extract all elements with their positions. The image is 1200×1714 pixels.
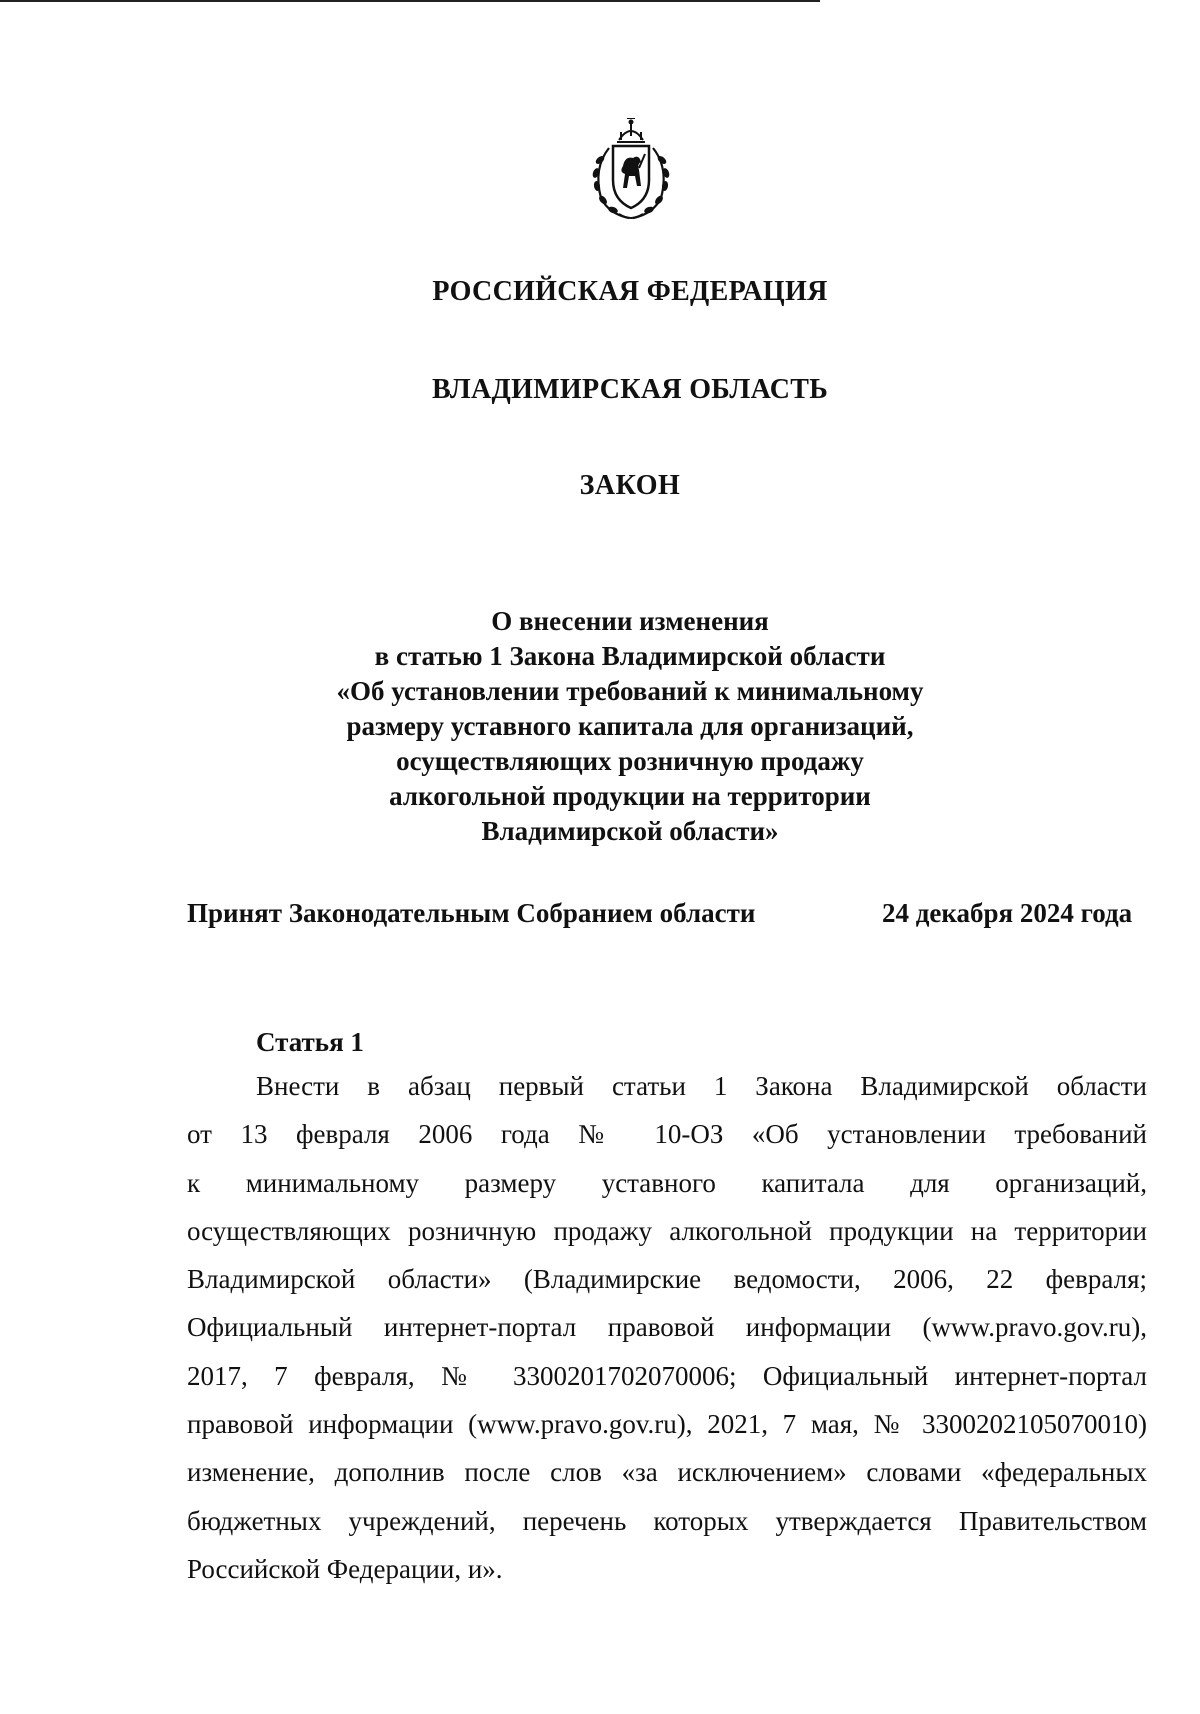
title-line: О внесении изменения	[491, 606, 769, 636]
title-line: алкогольной продукции на территории	[389, 781, 871, 811]
article-line: осуществляющих розничную продажу алкогольной продукции на территории	[187, 1215, 1147, 1246]
article-line: Владимирской области» (Владимирские ведомости, 2006, 22 февраля;	[187, 1264, 1147, 1295]
header-region: ВЛАДИМИРСКАЯ ОБЛАСТЬ	[431, 374, 829, 405]
vladimir-oblast-coat-of-arms-icon	[583, 118, 679, 222]
adoption-date: 24 декабря 2024 года	[882, 898, 1133, 928]
title-line: осуществляющих розничную продажу	[396, 746, 864, 776]
article-line: бюджетных учреждений, перечень которых утверждается Правительством	[187, 1505, 1147, 1536]
law-title	[280, 604, 980, 849]
article-body	[187, 1062, 1147, 1593]
title-line: «Об установлении требований к минимальному	[336, 676, 924, 706]
article-line: правовой информации (www.pravo.gov.ru), 2021, 7 мая, № 3300202105070010)	[187, 1409, 1147, 1440]
article-line: 2017, 7 февраля, № 3300201702070006; Официальный интернет-портал	[187, 1360, 1147, 1391]
title-line: Владимирской области»	[481, 816, 779, 846]
article-line: Официальный интернет-портал правовой информации (www.pravo.gov.ru),	[187, 1312, 1147, 1343]
header-country: РОССИЙСКАЯ ФЕДЕРАЦИЯ	[432, 276, 828, 307]
title-line: размеру уставного капитала для организаций,	[346, 711, 914, 741]
article-line: Внести в абзац первый статьи 1 Закона Владимирской области	[256, 1071, 1147, 1101]
article-heading: Статья 1	[256, 1027, 364, 1057]
title-line: в статью 1 Закона Владимирской области	[374, 641, 886, 671]
article-line: от 13 февраля 2006 года № 10-ОЗ «Об установлении требований	[187, 1119, 1147, 1150]
scan-top-edge	[0, 0, 820, 2]
article-line: изменение, дополнив после слов «за исключением» словами «федеральных	[187, 1457, 1147, 1488]
article-line: к минимальному размеру уставного капитала для организаций,	[187, 1167, 1147, 1198]
adoption-label: Принят Законодательным Собранием области	[187, 898, 756, 928]
article-line: Российской Федерации, и».	[187, 1553, 503, 1584]
header-doc-type: ЗАКОН	[579, 470, 681, 501]
